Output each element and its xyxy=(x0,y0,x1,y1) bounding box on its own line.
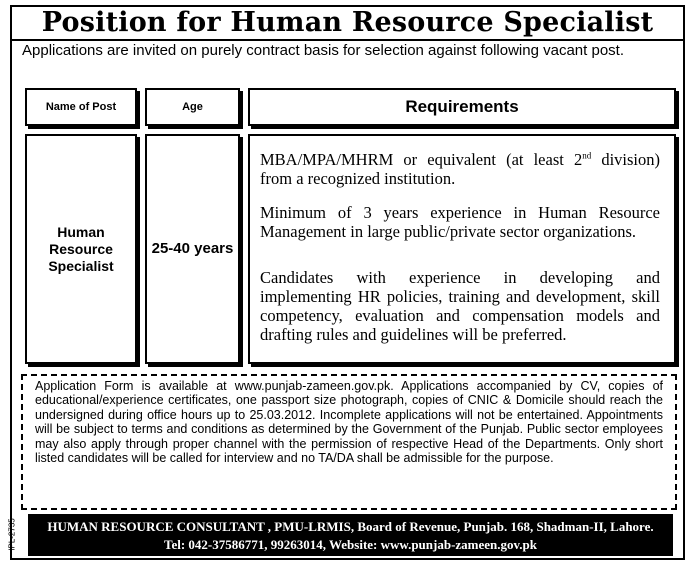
requirement-item: MBA/MPA/MHRM or equivalent (at least 2nd division) from a recognized institution. xyxy=(260,150,660,188)
requirement-item: Minimum of 3 years experience in Human Resource Management in large public/private sector organizations. xyxy=(260,203,660,241)
application-note: Application Form is available at www.punjab-zameen.gov.pk. Applications accompanied by CV, copies of educational/experience certificates, one passport size photograph, copies of CNIC & Domicile should reach the undersigned during office hours up to 25.03.2012. Incomplete applications will not be entertained. Appointments will be subject to terms and conditions as determined by the Government of the Punjab. Public sector employees may also apply through proper channel with the permission of respective Head of the Departments. Only short listed candidates will be called for interview and no TA/DA shall be admissible for the purpose. xyxy=(21,374,677,510)
title-bar xyxy=(10,5,685,41)
requirement-item: Candidates with experience in developing and implementing HR policies, training and development, skill competency, evaluation and compensation models and drafting rules and guidelines will be preferred. xyxy=(260,268,660,344)
requirements-cell xyxy=(248,134,676,364)
post-name-cell: Human Resource Specialist xyxy=(25,134,137,364)
age-range-cell: 25-40 years xyxy=(145,134,240,364)
page-title: Position for Human Resource Specialist xyxy=(41,6,654,38)
footer-contact: Tel: 042-37586771, 99263014, Website: www.punjab-zameen.gov.pk xyxy=(163,537,538,552)
header-name-of-post: Name of Post xyxy=(25,88,137,126)
intro-text: Applications are invited on purely contract basis for selection against following vacant post. xyxy=(22,42,624,59)
ipl-code: IPL-2735 xyxy=(7,518,17,551)
header-age: Age xyxy=(145,88,240,126)
footer-address: HUMAN RESOURCE CONSULTANT , PMU-LRMIS, Board of Revenue, Punjab. 168, Shadman-II, Lahore. xyxy=(47,519,654,534)
contact-footer xyxy=(28,514,673,556)
header-requirements: Requirements xyxy=(248,88,676,126)
